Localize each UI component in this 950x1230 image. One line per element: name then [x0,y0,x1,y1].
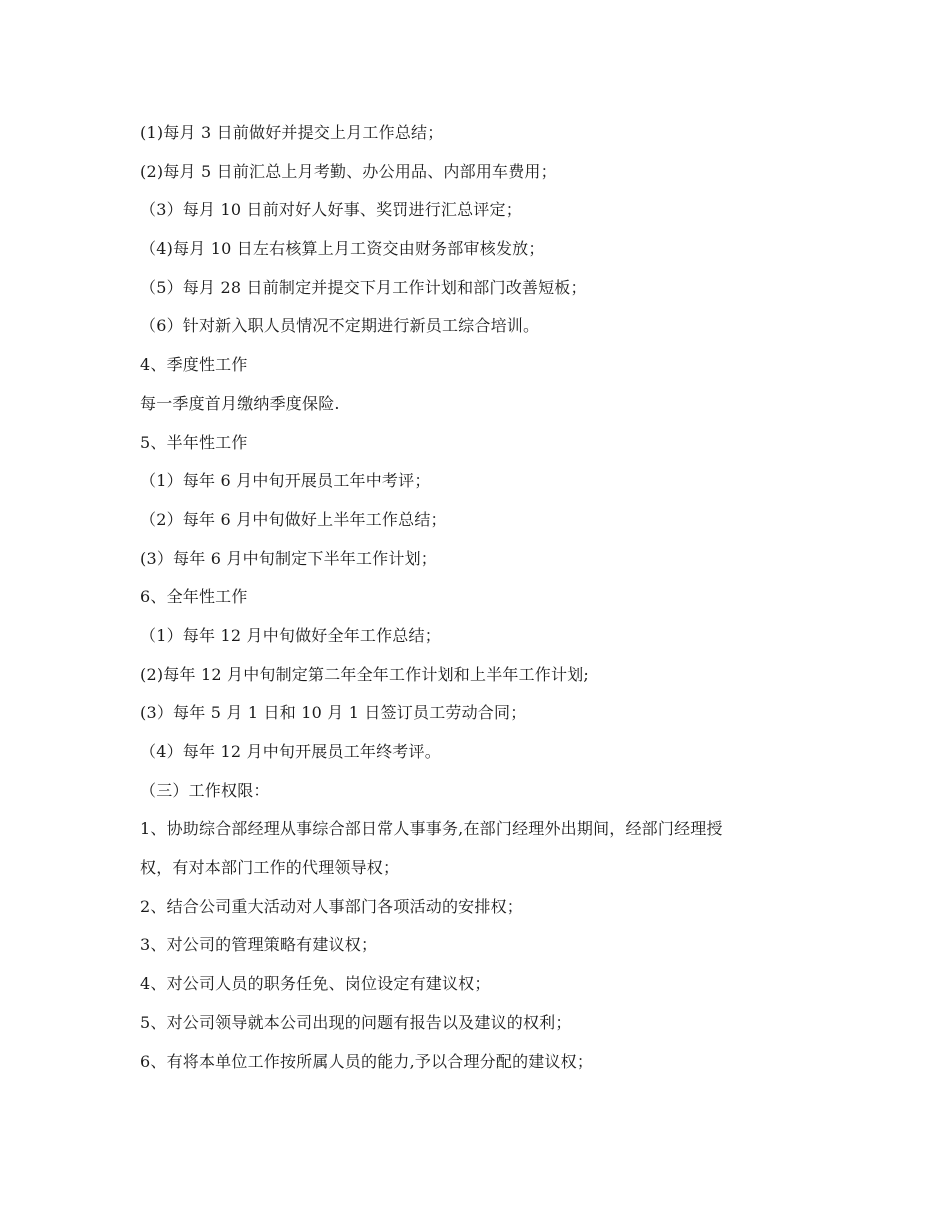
section-heading: 4、季度性工作 [140,355,248,375]
section-heading: 5、半年性工作 [140,432,248,452]
text-line: 权，有对本部门工作的代理领导权； [140,858,400,878]
text-line: 5、对公司领导就本公司出现的问题有报告以及建议的权利； [140,1012,572,1032]
text-line: (3）每年 5 月 1 日和 10 月 1 日签订员工劳动合同； [140,703,527,723]
text-line: 3、对公司的管理策略有建议权； [140,935,378,955]
section-heading: 6、全年性工作 [140,587,248,607]
text-line: 2、结合公司重大活动对人事部门各项活动的安排权； [140,896,523,916]
text-line: （3）每月 10 日前对好人好事、奖罚进行汇总评定； [140,200,522,220]
text-line: （2）每年 6 月中旬做好上半年工作总结； [140,509,447,529]
text-line: (2)每年 12 月中旬制定第二年全年工作计划和上半年工作计划; [140,664,589,684]
text-line: 4、对公司人员的职务任免、岗位设定有建议权； [140,974,491,994]
text-line: 1、协助综合部经理从事综合部日常人事事务,在部门经理外出期间，经部门经理授 [140,819,723,839]
text-line: 每一季度首月缴纳季度保险. [140,393,340,413]
document-body [140,114,820,1081]
section-heading: （三）工作权限： [140,780,270,800]
text-line: (2)每月 5 日前汇总上月考勤、办公用品、内部用车费用； [140,161,557,181]
text-line: （6）针对新入职人员情况不定期进行新员工综合培训。 [140,316,540,336]
text-line: （1）每年 6 月中旬开展员工年中考评； [140,471,431,491]
text-line: （4）每年 12 月中旬开展员工年终考评。 [140,742,441,761]
text-line: 6、有将本单位工作按所属人员的能力,予以合理分配的建议权； [140,1051,594,1071]
text-line: （1）每年 12 月中旬做好全年工作总结； [140,625,441,645]
text-line: （4)每月 10 日左右核算上月工资交由财务部审核发放； [140,239,545,259]
text-line: (1)每月 3 日前做好并提交上月工作总结； [140,123,444,142]
text-line: （5）每月 28 日前制定并提交下月工作计划和部门改善短板； [140,277,587,297]
text-line: (3）每年 6 月中旬制定下半年工作计划； [140,548,437,568]
